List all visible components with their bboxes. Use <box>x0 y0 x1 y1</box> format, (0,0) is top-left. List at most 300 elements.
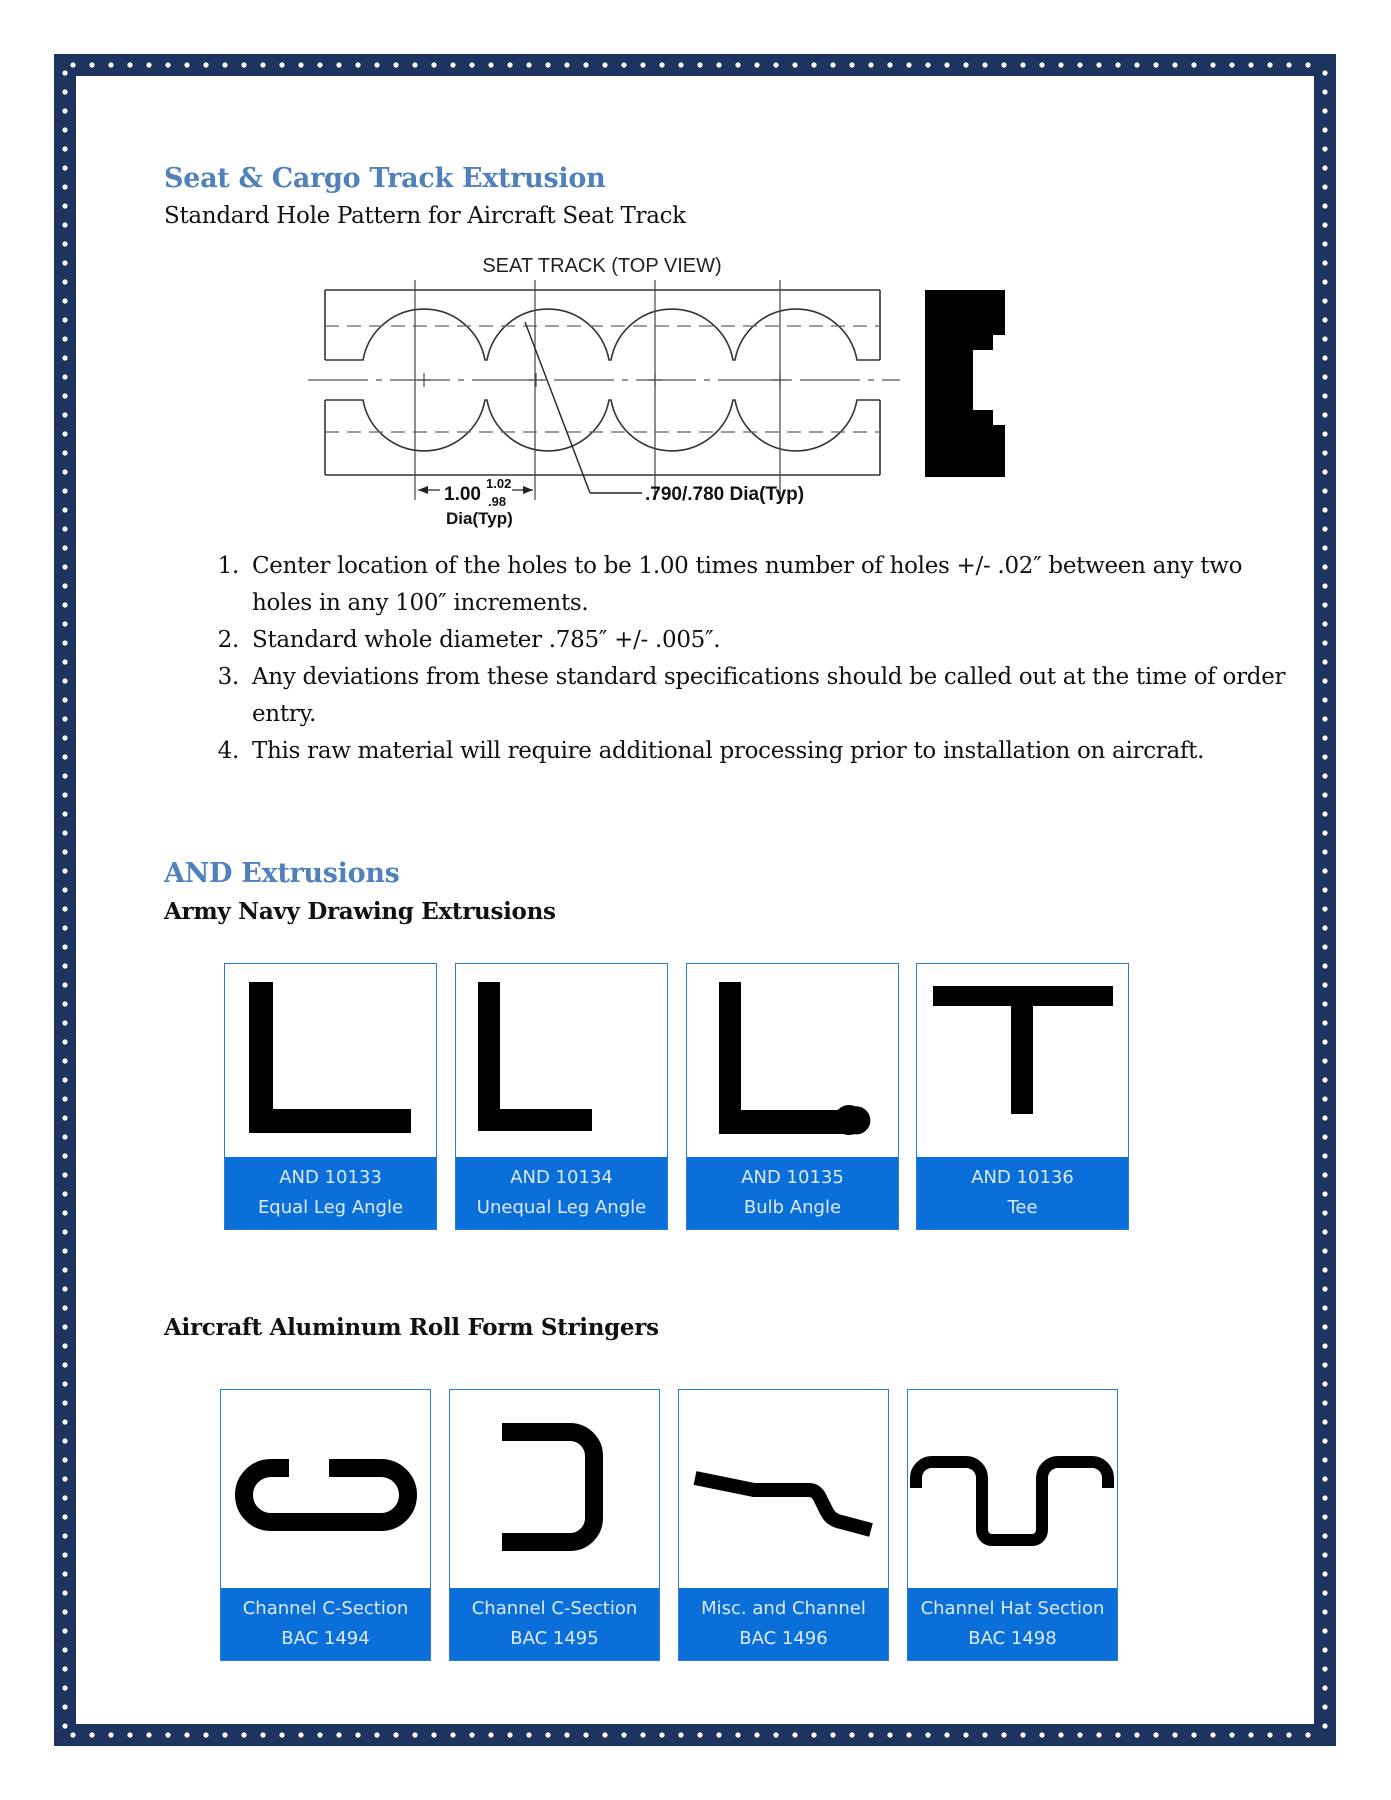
border-dot <box>1322 1457 1327 1462</box>
border-dot <box>1322 1172 1327 1177</box>
border-dot <box>1322 1723 1327 1728</box>
border-dot <box>963 62 968 67</box>
border-dot <box>62 1343 67 1348</box>
border-dot <box>62 1286 67 1291</box>
border-dot <box>62 1039 67 1044</box>
border-dot <box>1322 127 1327 132</box>
border-dot <box>1322 1134 1327 1139</box>
card-code: AND 10135 <box>741 1167 844 1188</box>
border-dot <box>1322 792 1327 797</box>
border-dot <box>1322 1191 1327 1196</box>
border-dot <box>62 640 67 645</box>
border-dot <box>1322 1077 1327 1082</box>
border-dot <box>507 62 512 67</box>
border-dot <box>62 184 67 189</box>
border-dot <box>1134 1732 1139 1737</box>
border-dot <box>1322 887 1327 892</box>
border-dot <box>1322 982 1327 987</box>
border-dot <box>1322 1343 1327 1348</box>
border-dot <box>62 469 67 474</box>
border-dot <box>1305 1732 1310 1737</box>
border-dot <box>716 62 721 67</box>
border-dot <box>184 1732 189 1737</box>
border-dot <box>62 336 67 341</box>
border-dot <box>982 1732 987 1737</box>
border-dot <box>469 1732 474 1737</box>
border-dot <box>62 1400 67 1405</box>
border-dot <box>62 1153 67 1158</box>
stringers-subtitle: Aircraft Aluminum Roll Form Stringers <box>164 1314 659 1341</box>
border-dot <box>62 545 67 550</box>
border-dot <box>89 1732 94 1737</box>
card-code: BAC 1496 <box>739 1628 828 1649</box>
border-dot <box>1191 1732 1196 1737</box>
border-dot <box>1096 62 1101 67</box>
border-dot <box>279 1732 284 1737</box>
border-dot <box>697 62 702 67</box>
card-label: Channel C-Section <box>471 1598 638 1619</box>
border-dot <box>62 773 67 778</box>
border-dot <box>1020 62 1025 67</box>
note-item: 2. Standard whole diameter .785″ +/- .005″. <box>246 622 1306 659</box>
border-dot <box>1322 1058 1327 1063</box>
border-dot <box>1322 944 1327 949</box>
border-dot <box>526 62 531 67</box>
seat-track-subtitle: Standard Hole Pattern for Aircraft Seat Track <box>164 203 686 229</box>
border-dot <box>355 62 360 67</box>
border-dot <box>62 925 67 930</box>
border-dot <box>1322 659 1327 664</box>
border-dot <box>374 1732 379 1737</box>
border-dot <box>1001 1732 1006 1737</box>
border-dot <box>431 62 436 67</box>
border-dot <box>62 1077 67 1082</box>
border-dot <box>222 62 227 67</box>
border-dot <box>849 1732 854 1737</box>
border-dot <box>62 1438 67 1443</box>
border-dot <box>811 62 816 67</box>
border-dot <box>62 1001 67 1006</box>
misc-channel-icon <box>679 1390 887 1588</box>
border-dot <box>1322 602 1327 607</box>
border-dot <box>1322 545 1327 550</box>
border-dot <box>62 279 67 284</box>
border-dot <box>1322 849 1327 854</box>
border-dot <box>317 62 322 67</box>
border-dot <box>62 1495 67 1500</box>
border-dot <box>602 62 607 67</box>
border-dot <box>1210 62 1215 67</box>
border-dot <box>62 697 67 702</box>
border-dot <box>1322 1419 1327 1424</box>
dim-main: 1.00 <box>444 484 481 505</box>
border-dot <box>165 1732 170 1737</box>
card-bac-1496 <box>678 1389 889 1661</box>
border-dot <box>1058 1732 1063 1737</box>
card-code: BAC 1494 <box>281 1628 370 1649</box>
border-dot <box>1322 355 1327 360</box>
border-dot <box>1322 1362 1327 1367</box>
border-dot <box>1248 62 1253 67</box>
card-bac-1498 <box>907 1389 1118 1661</box>
border-dot <box>62 1096 67 1101</box>
border-dot <box>944 1732 949 1737</box>
border-dot <box>1322 1020 1327 1025</box>
border-dot <box>1267 1732 1272 1737</box>
border-dot <box>62 1533 67 1538</box>
hole-diameter-label: .790/.780 Dia(Typ) <box>645 484 805 505</box>
border-dot <box>374 62 379 67</box>
border-dot <box>1322 412 1327 417</box>
border-dot <box>735 62 740 67</box>
card-label: Misc. and Channel <box>701 1598 866 1619</box>
border-dot <box>62 944 67 949</box>
border-dot <box>62 887 67 892</box>
border-dot <box>62 621 67 626</box>
border-dot <box>62 1723 67 1728</box>
border-dot <box>1322 146 1327 151</box>
border-dot <box>1153 1732 1158 1737</box>
border-dot <box>62 868 67 873</box>
border-dot <box>62 526 67 531</box>
border-dot <box>773 62 778 67</box>
border-dot <box>62 716 67 721</box>
border-dot <box>1305 62 1310 67</box>
border-dot <box>62 564 67 569</box>
border-dot <box>1172 1732 1177 1737</box>
border-dot <box>62 70 67 75</box>
border-dot <box>393 1732 398 1737</box>
border-dot <box>1191 62 1196 67</box>
border-dot <box>62 241 67 246</box>
border-dot <box>203 62 208 67</box>
border-dot <box>62 1571 67 1576</box>
dim-lower: .98 <box>488 494 507 509</box>
border-dot <box>62 89 67 94</box>
border-dot <box>62 450 67 455</box>
border-dot <box>640 1732 645 1737</box>
border-dot <box>1322 697 1327 702</box>
border-dot <box>1322 1305 1327 1310</box>
card-and-10133 <box>224 963 437 1230</box>
border-dot <box>1322 1381 1327 1386</box>
bulb-angle-icon <box>687 964 897 1156</box>
border-dot <box>127 62 132 67</box>
card-and-10134 <box>455 963 668 1230</box>
border-dot <box>1039 1732 1044 1737</box>
border-dot <box>944 62 949 67</box>
border-dot <box>1001 62 1006 67</box>
card-code: AND 10134 <box>510 1167 613 1188</box>
border-dot <box>431 1732 436 1737</box>
border-dot <box>868 62 873 67</box>
upper-track <box>325 290 880 360</box>
border-dot <box>621 1732 626 1737</box>
note-item: 3. Any deviations from these standard specifications should be called out at the time of order entry. <box>246 659 1306 733</box>
border-dot <box>108 1732 113 1737</box>
border-dot <box>925 62 930 67</box>
border-dot <box>1322 1476 1327 1481</box>
border-dot <box>336 1732 341 1737</box>
border-dot <box>1322 1267 1327 1272</box>
border-dot <box>1322 450 1327 455</box>
card-code: BAC 1498 <box>968 1628 1057 1649</box>
border-dot <box>393 62 398 67</box>
card-code: AND 10133 <box>279 1167 382 1188</box>
seat-track-title: Seat & Cargo Track Extrusion <box>164 163 606 194</box>
card-label: Channel C-Section <box>242 1598 409 1619</box>
border-dot <box>1322 773 1327 778</box>
border-dot <box>62 203 67 208</box>
border-dot <box>887 62 892 67</box>
card-caption <box>221 1588 430 1660</box>
dim-label: Dia(Typ) <box>446 509 513 528</box>
border-dot <box>1115 1732 1120 1737</box>
border-dot <box>507 1732 512 1737</box>
border-dot <box>1322 906 1327 911</box>
border-dot <box>450 1732 455 1737</box>
border-dot <box>1322 754 1327 759</box>
border-dot <box>1322 1229 1327 1234</box>
border-dot <box>1322 1647 1327 1652</box>
border-dot <box>70 62 75 67</box>
border-dot <box>1322 1438 1327 1443</box>
hat-section-icon <box>908 1390 1116 1588</box>
border-dot <box>336 62 341 67</box>
border-dot <box>62 146 67 151</box>
border-dot <box>62 260 67 265</box>
border-dot <box>1077 1732 1082 1737</box>
border-dot <box>906 62 911 67</box>
border-dot <box>127 1732 132 1737</box>
border-dot <box>1322 184 1327 189</box>
border-dot <box>62 127 67 132</box>
border-dot <box>792 1732 797 1737</box>
border-dot <box>62 317 67 322</box>
border-dot <box>1322 963 1327 968</box>
card-caption <box>679 1588 888 1660</box>
border-dot <box>1322 1628 1327 1633</box>
border-dot <box>1020 1732 1025 1737</box>
border-dot <box>1322 317 1327 322</box>
border-dot <box>602 1732 607 1737</box>
border-dot <box>1322 374 1327 379</box>
border-dot <box>697 1732 702 1737</box>
drawing-caption: SEAT TRACK (TOP VIEW) <box>482 255 722 277</box>
lower-track <box>325 400 880 475</box>
dim-upper: 1.02 <box>486 476 512 491</box>
border-dot <box>241 1732 246 1737</box>
card-caption <box>917 1157 1128 1229</box>
card-and-10135 <box>686 963 899 1230</box>
and-extrusions-subtitle: Army Navy Drawing Extrusions <box>164 898 556 925</box>
border-dot <box>1322 1704 1327 1709</box>
border-dot <box>62 792 67 797</box>
border-dot <box>659 1732 664 1737</box>
border-dot <box>62 108 67 113</box>
border-dot <box>1322 1210 1327 1215</box>
border-dot <box>62 1305 67 1310</box>
border-dot <box>184 62 189 67</box>
border-dot <box>659 62 664 67</box>
border-dot <box>62 1020 67 1025</box>
border-dot <box>62 830 67 835</box>
border-dot <box>62 1457 67 1462</box>
border-dot <box>62 1172 67 1177</box>
border-dot <box>545 1732 550 1737</box>
border-dot <box>1322 716 1327 721</box>
border-dot <box>754 1732 759 1737</box>
border-dot <box>1134 62 1139 67</box>
border-dot <box>1322 1533 1327 1538</box>
unequal-leg-angle-icon <box>456 964 666 1156</box>
border-dot <box>583 1732 588 1737</box>
border-dot <box>62 298 67 303</box>
border-dot <box>830 1732 835 1737</box>
border-dot <box>62 1324 67 1329</box>
border-dot <box>62 1267 67 1272</box>
border-dot <box>62 678 67 683</box>
card-bac-1494 <box>220 1389 431 1661</box>
border-dot <box>1210 1732 1215 1737</box>
note-item: 1. Center location of the holes to be 1.00 times number of holes +/- .02″ between any two holes in any 100″ increments. <box>246 548 1306 622</box>
border-dot <box>317 1732 322 1737</box>
channel-c-section-icon <box>221 1390 429 1588</box>
border-dot <box>62 1647 67 1652</box>
border-dot <box>62 906 67 911</box>
border-dot <box>792 62 797 67</box>
card-code: AND 10136 <box>971 1167 1074 1188</box>
border-dot <box>640 62 645 67</box>
border-dot <box>62 1229 67 1234</box>
border-dot <box>62 963 67 968</box>
border-dot <box>1322 1571 1327 1576</box>
border-dot <box>1322 488 1327 493</box>
card-label: Tee <box>1007 1197 1038 1218</box>
border-dot <box>1322 241 1327 246</box>
border-dot <box>868 1732 873 1737</box>
border-dot <box>260 62 265 67</box>
and-extrusions-title: AND Extrusions <box>164 858 400 889</box>
border-dot <box>1322 298 1327 303</box>
border-dot <box>62 1628 67 1633</box>
border-dot <box>62 1476 67 1481</box>
border-dot <box>1322 1685 1327 1690</box>
border-dot <box>564 1732 569 1737</box>
border-dot <box>62 1609 67 1614</box>
border-dot <box>1322 507 1327 512</box>
border-dot <box>1096 1732 1101 1737</box>
border-dot <box>62 1381 67 1386</box>
border-dot <box>260 1732 265 1737</box>
border-dot <box>62 393 67 398</box>
border-dot <box>62 1552 67 1557</box>
border-dot <box>70 1732 75 1737</box>
note-item: 4. This raw material will require additional processing prior to installation on aircraft. <box>246 733 1306 770</box>
border-dot <box>963 1732 968 1737</box>
border-dot <box>982 62 987 67</box>
border-dot <box>62 754 67 759</box>
border-dot <box>203 1732 208 1737</box>
border-dot <box>469 62 474 67</box>
border-dot <box>1322 1039 1327 1044</box>
channel-c-section-icon <box>450 1390 658 1588</box>
border-dot <box>62 412 67 417</box>
border-dot <box>1322 1609 1327 1614</box>
border-dot <box>1322 108 1327 113</box>
border-dot <box>62 1704 67 1709</box>
border-dot <box>355 1732 360 1737</box>
border-dot <box>62 1362 67 1367</box>
border-dot <box>1322 1096 1327 1101</box>
border-dot <box>62 1191 67 1196</box>
border-dot <box>1322 640 1327 645</box>
border-dot <box>1322 431 1327 436</box>
border-dot <box>1322 1001 1327 1006</box>
border-dot <box>678 62 683 67</box>
border-dot <box>165 62 170 67</box>
border-dot <box>1322 678 1327 683</box>
border-dot <box>1058 62 1063 67</box>
equal-leg-angle-icon <box>225 964 435 1156</box>
border-dot <box>62 982 67 987</box>
border-dot <box>62 1058 67 1063</box>
card-code: BAC 1495 <box>510 1628 599 1649</box>
border-dot <box>1322 1552 1327 1557</box>
border-dot <box>62 659 67 664</box>
border-dot <box>1322 1324 1327 1329</box>
border-dot <box>62 488 67 493</box>
border-dot <box>906 1732 911 1737</box>
border-dot <box>488 62 493 67</box>
border-dot <box>1229 62 1234 67</box>
border-dot <box>146 1732 151 1737</box>
border-dot <box>1077 62 1082 67</box>
border-dot <box>1322 469 1327 474</box>
tee-icon <box>917 964 1127 1156</box>
card-caption <box>908 1588 1117 1660</box>
border-dot <box>62 431 67 436</box>
border-dot <box>735 1732 740 1737</box>
border-dot <box>62 1115 67 1120</box>
border-dot <box>1322 89 1327 94</box>
border-dot <box>773 1732 778 1737</box>
border-dot <box>62 1590 67 1595</box>
border-dot <box>62 165 67 170</box>
border-dot <box>62 1210 67 1215</box>
border-dot <box>1322 526 1327 531</box>
border-dot <box>925 1732 930 1737</box>
card-caption <box>225 1157 436 1229</box>
border-dot <box>1322 1400 1327 1405</box>
card-and-10136 <box>916 963 1129 1230</box>
card-label: Unequal Leg Angle <box>476 1197 647 1218</box>
border-dot <box>62 1514 67 1519</box>
border-dot <box>1153 62 1158 67</box>
border-dot <box>1248 1732 1253 1737</box>
border-dot <box>1322 1495 1327 1500</box>
border-dot <box>1322 260 1327 265</box>
border-dot <box>1322 70 1327 75</box>
border-dot <box>62 222 67 227</box>
border-dot <box>526 1732 531 1737</box>
border-dot <box>1322 583 1327 588</box>
border-dot <box>1286 62 1291 67</box>
border-dot <box>887 1732 892 1737</box>
border-dot <box>62 1685 67 1690</box>
border-dot <box>279 62 284 67</box>
border-dot <box>1322 1666 1327 1671</box>
